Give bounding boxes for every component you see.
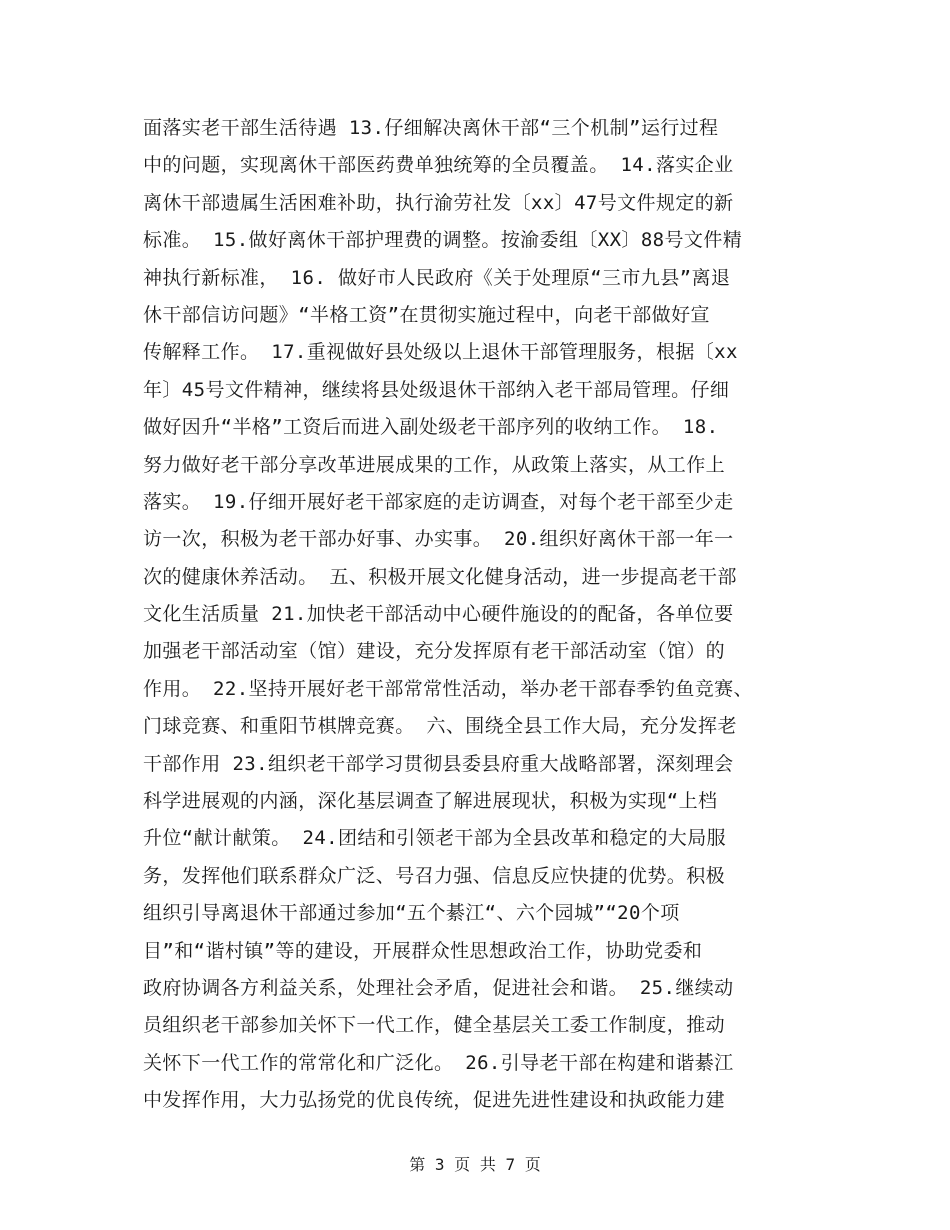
text-line: 关怀下一代工作的常常化和广泛化。 26.引导老干部在构建和谐綦江 bbox=[143, 1051, 734, 1074]
text-line: 神执行新标准， 16. 做好市人民政府《关于处理原“三市九县”离退 bbox=[143, 266, 731, 289]
text-line: 次的健康休养活动。 五、积极开展文化健身活动，进一步提高老干部 bbox=[143, 565, 737, 588]
text-line: 标准。 15.做好离休干部护理费的调整。按渝委组〔XX〕88号文件精 bbox=[143, 229, 743, 252]
text-line: 文化生活质量 21.加快老干部活动中心硬件施设的的配备，各单位要 bbox=[143, 603, 734, 626]
text-line: 目”和“谐村镇”等的建设，开展群众性思想政治工作，协助党委和 bbox=[143, 939, 703, 962]
text-line: 员组织老干部参加关怀下一代工作，健全基层关工委工作制度，推动 bbox=[143, 1014, 726, 1037]
text-line: 面落实老干部生活待遇 13.仔细解决离休干部“三个机制”运行过程 bbox=[143, 117, 719, 139]
text-line: 升位“献计献策。 24.团结和引领老干部为全县改革和稳定的大局服 bbox=[143, 827, 726, 850]
text-line: 务，发挥他们联系群众广泛、号召力强、信息反应快捷的优势。积极 bbox=[143, 864, 726, 887]
text-line: 努力做好老干部分享改革进展成果的工作，从政策上落实，从工作上 bbox=[143, 453, 726, 476]
text-line: 干部作用 23.组织老干部学习贯彻县委县府重大战略部署，深刻理会 bbox=[143, 752, 734, 775]
text-line: 访一次，积极为老干部办好事、办实事。 20.组织好离休干部一年一 bbox=[143, 528, 734, 551]
text-line: 传解释工作。 17.重视做好县处级以上退休干部管理服务，根据〔xx bbox=[143, 341, 738, 364]
text-line: 科学进展观的内涵，深化基层调查了解进展现状，积极为实现“上档 bbox=[143, 790, 718, 813]
text-line: 落实。 19.仔细开展好老干部家庭的走访调查，对每个老干部至少走 bbox=[143, 490, 734, 513]
body-text bbox=[143, 110, 813, 1120]
text-line: 做好因升“半格”工资后而进入副处级老干部序列的收纳工作。 18. bbox=[143, 416, 719, 439]
text-line: 加强老干部活动室（馆）建设，充分发挥原有老干部活动室（馆）的 bbox=[143, 640, 726, 663]
text-line: 年〕45号文件精神，继续将县处级退休干部纳入老干部局管理。仔细 bbox=[143, 378, 730, 401]
text-line: 组织引导离退休干部通过参加“五个綦江“、六个园城”“20个项 bbox=[143, 902, 680, 925]
text-line: 政府协调各方利益关系，处理社会矛盾，促进社会和谐。 25.继续动 bbox=[143, 976, 734, 999]
text-line: 离休干部遗属生活困难补助，执行渝劳社发〔xx〕47号文件规定的新 bbox=[143, 191, 734, 214]
text-line: 中的问题，实现离休干部医药费单独统筹的全员覆盖。 14.落实企业 bbox=[143, 154, 734, 177]
text-line: 门球竞赛、和重阳节棋牌竞赛。 六、围绕全县工作大局，充分发挥老 bbox=[143, 715, 737, 738]
text-line: 中发挥作用，大力弘扬党的优良传统，促进先进性建设和执政能力建 bbox=[143, 1089, 726, 1112]
page-number-footer: 第 3 页 共 7 页 bbox=[409, 1155, 541, 1174]
text-line: 作用。 22.坚持开展好老干部常常性活动，举办老干部春季钓鱼竞赛、 bbox=[143, 677, 753, 700]
text-line: 休干部信访问题》“半格工资”在贯彻实施过程中，向老干部做好宣 bbox=[143, 303, 710, 326]
